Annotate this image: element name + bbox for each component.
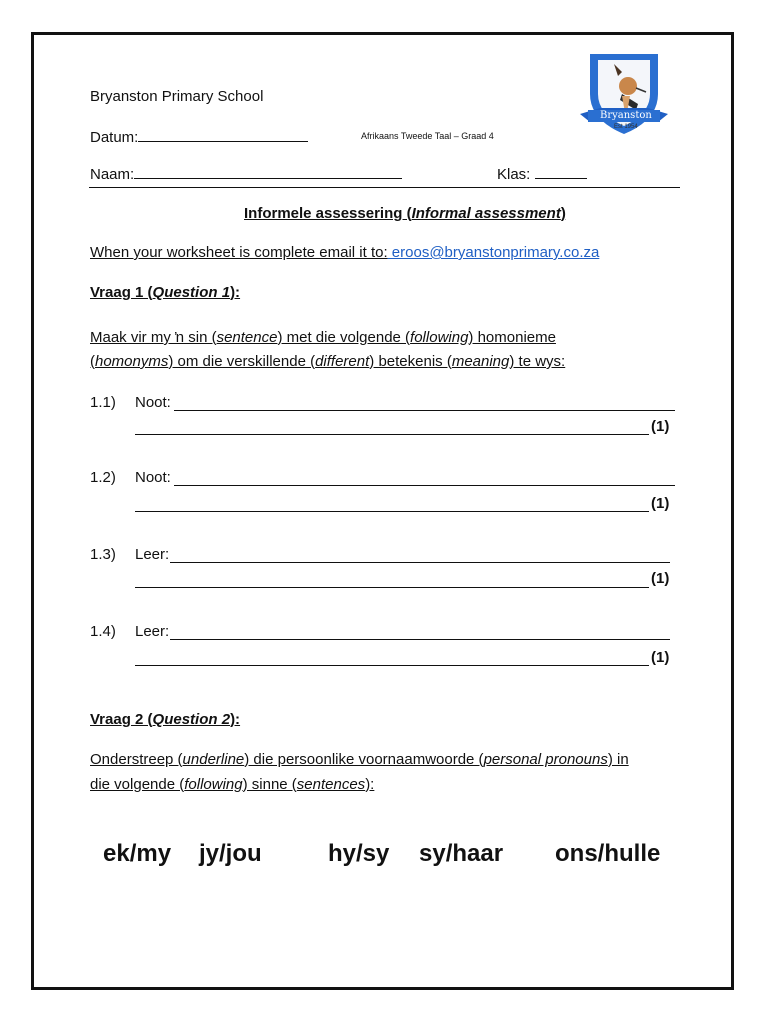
q1-i1: Maak vir my ŉ sin ( — [90, 329, 217, 346]
page-title — [244, 205, 566, 222]
q1-i7: ) te wys: — [509, 353, 566, 370]
q1-item-word: Leer: — [135, 623, 170, 640]
mark-label: (1) — [651, 570, 670, 587]
q2-i2i: personal pronouns — [483, 751, 608, 768]
q2-i4i: following — [184, 776, 243, 793]
answer-line[interactable] — [174, 484, 675, 486]
email-lead: When your worksheet is complete email it to: — [90, 244, 388, 261]
mark-label: (1) — [651, 649, 670, 666]
pronoun-word[interactable]: jy/jou — [199, 840, 262, 867]
klas-label: Klas: — [497, 166, 531, 183]
q1-i2i: following — [410, 329, 469, 346]
q2-i3: ) in — [607, 751, 629, 768]
q1-i4: ( — [90, 353, 95, 370]
answer-line[interactable] — [170, 561, 670, 563]
answer-line[interactable] — [174, 409, 675, 411]
title-close: ) — [560, 205, 566, 222]
q2-instruction-line2 — [90, 776, 374, 793]
datum-field — [90, 127, 308, 146]
q1-item-word: Noot: — [135, 469, 171, 486]
q1-instruction-line2 — [90, 353, 565, 370]
mark-label: (1) — [651, 495, 670, 512]
q1-i5i: different — [315, 353, 370, 370]
q2-heading — [90, 711, 240, 728]
q2-i2: ) die persoonlike voornaamwoorde ( — [244, 751, 484, 768]
pronoun-word[interactable]: hy/sy — [328, 840, 390, 867]
school-name: Bryanston Primary School — [90, 88, 264, 105]
mark-label: (1) — [651, 418, 670, 435]
q2-heading-b: ): — [230, 711, 241, 728]
naam-input-line[interactable] — [134, 164, 402, 179]
q1-item-word: Leer: — [135, 546, 170, 563]
logo-est-text: Est 1954 — [614, 124, 638, 130]
q1-item-number: 1.4) — [90, 623, 116, 640]
q1-item-word: Noot: — [135, 394, 171, 411]
q2-heading-a: Vraag 2 ( — [90, 711, 153, 728]
q1-i4i: homonyms — [95, 353, 169, 370]
q2-i1i: underline — [182, 751, 245, 768]
q1-heading — [90, 284, 240, 301]
title-text: Informele assessering ( — [244, 205, 412, 222]
title-italic: Informal assessment — [411, 205, 561, 222]
q1-item-number: 1.1) — [90, 394, 116, 411]
datum-input-line[interactable] — [138, 127, 308, 142]
pronoun-word[interactable]: sy/haar — [419, 840, 504, 867]
q2-i5: ) sinne ( — [242, 776, 297, 793]
pronoun-word[interactable]: ons/hulle — [555, 840, 661, 867]
q2-instruction-line1 — [90, 751, 629, 768]
q1-i2: ) met die volgende ( — [277, 329, 411, 346]
email-link[interactable]: eroos@bryanstonprimary.co.za — [387, 244, 600, 261]
q1-item-number: 1.3) — [90, 546, 116, 563]
answer-line[interactable] — [135, 586, 649, 588]
q2-i6: ): — [365, 776, 375, 793]
logo-banner-text: Bryanston — [600, 110, 652, 121]
q1-i3: ) homonieme — [468, 329, 556, 346]
q2-i1: Onderstreep ( — [90, 751, 183, 768]
answer-line[interactable] — [135, 433, 649, 435]
q1-i6: ) betekenis ( — [369, 353, 452, 370]
crest-icon — [578, 48, 670, 148]
klas-field — [497, 164, 587, 183]
naam-field — [90, 164, 402, 183]
answer-line[interactable] — [135, 664, 649, 666]
answer-line[interactable] — [135, 510, 649, 512]
q2-i5i: sentences — [296, 776, 366, 793]
q1-item-number: 1.2) — [90, 469, 116, 486]
pronoun-word[interactable]: ek/my — [103, 840, 172, 867]
answer-line[interactable] — [170, 638, 670, 640]
naam-label: Naam: — [90, 166, 135, 183]
q1-heading-a: Vraag 1 ( — [90, 284, 153, 301]
q2-heading-i: Question 2 — [152, 711, 231, 728]
header-divider — [89, 187, 680, 188]
q1-i6i: meaning — [451, 353, 510, 370]
email-instruction — [90, 244, 599, 261]
q1-instruction-line1 — [90, 329, 556, 346]
q2-i4: die volgende ( — [90, 776, 185, 793]
school-logo — [578, 48, 670, 148]
datum-label: Datum: — [90, 129, 139, 146]
klas-input-line[interactable] — [535, 164, 587, 179]
q1-heading-i: Question 1 — [152, 284, 231, 301]
q1-i1i: sentence — [216, 329, 278, 346]
q1-heading-b: ): — [230, 284, 241, 301]
subject-label: Afrikaans Tweede Taal – Graad 4 — [361, 131, 494, 141]
q1-i5: ) om die verskillende ( — [168, 353, 316, 370]
